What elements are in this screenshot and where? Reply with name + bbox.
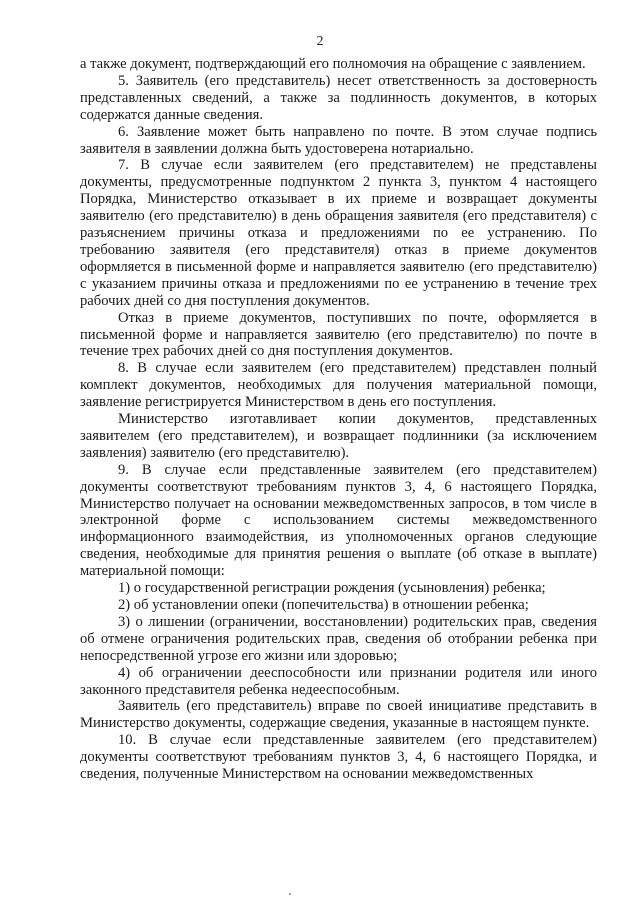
paragraph-item-6: 6. Заявление может быть направлено по почте. В этом случае подпись заявителя в заявлении должна быть удостоверена нотариально.	[80, 123, 597, 157]
list-item-9-2: 2) об установлении опеки (попечительства) в отношении ребенка;	[118, 597, 529, 613]
paragraph-continuation: а также документ, подтверждающий его полномочия на обращение с заявлением.	[80, 56, 586, 72]
document-body	[80, 56, 597, 783]
paragraph-item-10: 10. В случае если представленные заявителем (его представителем) документы соответствуют требованиям пунктов 3, 4, 6 настоящего Порядка, и сведения, полученные Министерством на основании межведомственных	[80, 732, 597, 783]
paragraph-own-initiative: Заявитель (его представитель) вправе по своей инициативе представить в Министерство документы, содержащие сведения, указанные в настоящем пункте.	[80, 698, 597, 732]
page-number: 2	[316, 34, 324, 49]
list-item-9-4: 4) об ограничении дееспособности или признании родителя или иного законного представителя ребенка недееспособным.	[80, 664, 597, 698]
list-item-9-3: 3) о лишении (ограничении, восстановлении) родительских прав, сведения об отмене ограничения родительских прав, сведения об отобрании ребенка при непосредственной угрозе его жизни или здоровью;	[80, 613, 597, 664]
scan-artifact	[289, 893, 291, 895]
list-item-9-1: 1) о государственной регистрации рождения (усыновления) ребенка;	[118, 580, 546, 597]
paragraph-item-5: 5. Заявитель (его представитель) несет ответственность за достоверность представленных сведений, а также за подлинность документов, в которых содержатся данные сведения.	[80, 72, 597, 123]
paragraph-copies: Министерство изготавливает копии документов, представленных заявителем (его представителем), и возвращает подлинники (за исключением заявления) заявителю (его представителю).	[80, 411, 597, 461]
paragraph-refusal-by-mail: Отказ в приеме документов, поступивших по почте, оформляется в письменной форме и направляется заявителю (его представителю) по почте в течение трех рабочих дней со дня поступления документов.	[80, 309, 597, 360]
paragraph-item-8: 8. В случае если заявителем (его представителем) представлен полный комплект документов, необходимых для получения материальной помощи, заявление регистрируется Министерством в день его поступления.	[80, 360, 597, 411]
paragraph-item-7: 7. В случае если заявителем (его представителем) не представлены документы, предусмотренные подпунктом 2 пункта 3, пунктом 4 настоящего Порядка, Министерство отказывает в их приеме и возвращает документы заявителю (его представителю) в день обращения заявителя (его представителя) с разъяснением причины отказа и предложениями по ее устранению. По требованию заявителя (его представителя) отказ в приеме документов оформляется в письменной форме и направляется заявителю (его представителю) с указанием причины отказа и предложениями по ее устранению в течение трех рабочих дней со дня поступления документов.	[80, 157, 597, 309]
paragraph-item-9: 9. В случае если представленные заявителем (его представителем) документы соответствуют требованиям пунктов 3, 4, 6 настоящего Порядка, Министерство получает на основании межведомственных запросов, в том числе в электронной форме с использованием системы межведомственного информационного взаимодействия, из уполномоченных органов следующие сведения, необходимые для принятия решения о выплате (об отказе в выплате) материальной помощи:	[80, 461, 597, 580]
